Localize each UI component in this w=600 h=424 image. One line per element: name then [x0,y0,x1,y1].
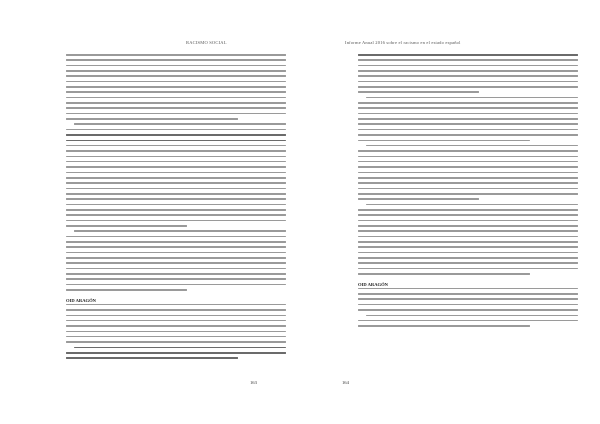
paragraph [358,204,578,275]
right-running-header: Informe Anual 2016 sobre el racismo en el estado español [345,40,461,45]
paragraph [358,315,578,327]
paragraph [66,54,286,120]
paragraph [358,54,578,93]
right-page [300,0,600,424]
section-lead-in: OID ARAGÓN [66,298,96,304]
paragraph [66,230,286,290]
paragraph-oid [358,282,578,310]
section-lead-in: OID ARAGÓN [358,282,388,288]
paragraph [358,97,578,141]
left-running-header: RACISMO SOCIAL [186,40,227,45]
left-body-text [66,54,286,363]
paragraph [66,123,286,226]
paragraph [66,347,286,359]
paragraph [358,145,578,200]
right-body-text [358,54,578,331]
right-page-number: 164 [342,380,349,385]
left-page-number: 163 [250,380,257,385]
paragraph-oid [66,298,286,342]
